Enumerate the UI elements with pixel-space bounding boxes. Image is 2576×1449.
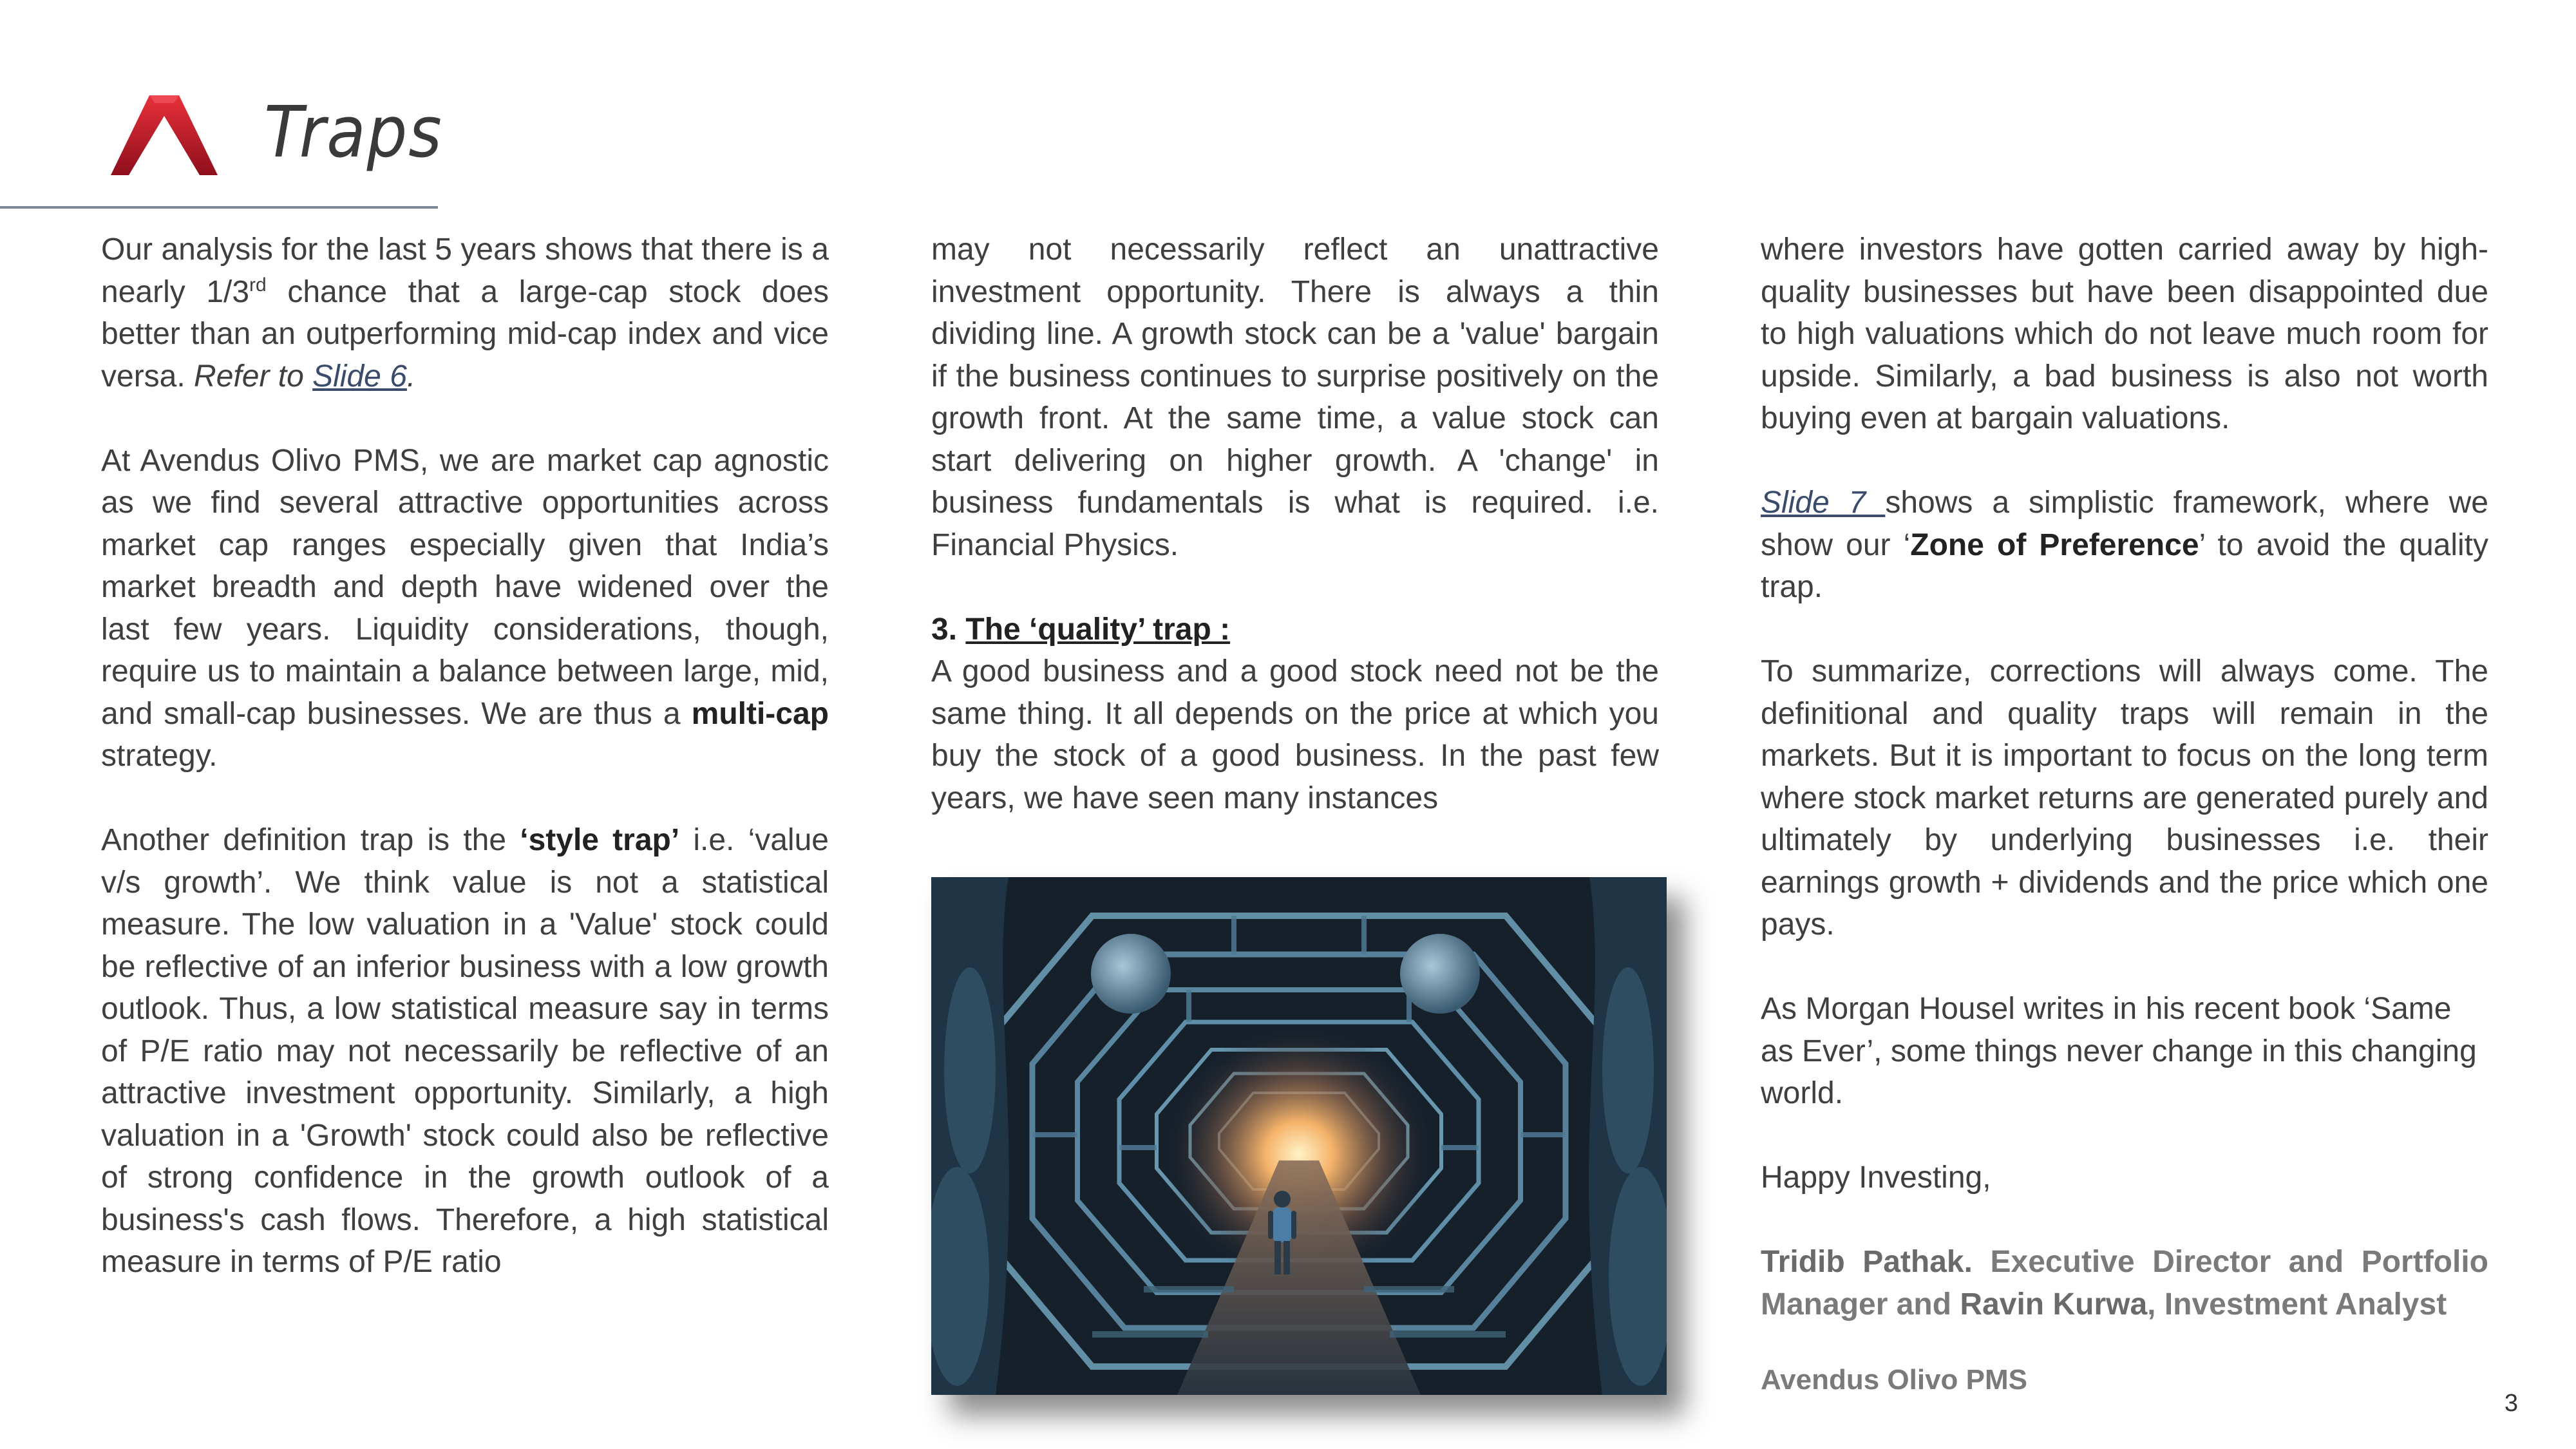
heading-number: 3. <box>931 612 966 647</box>
text: i.e. ‘value v/s growth’. We think value is not a statistical measure. The low valuation in a 'Value' stock could be reflective of an inferior business with a low growth outlook. Thus, a low statistical measure say in terms of P/E ratio may not necessarily be reflective of an attractive investment opportunity. Similarly, a high valuation in a 'Growth' stock could also be reflective of strong confidence in the growth outlook of a business's cash flows. Therefore, a high statistical measure in terms of P/E ratio <box>101 823 829 1279</box>
paragraph: may not necessarily reflect an unattractive investment opportunity. There is always a thin dividing line. A growth stock can be a 'value' bargain if the business continues to surprise positively on the growth front. At the same time, a value stock can start delivering on higher growth. A 'change' in business fundamentals is what is required. i.e. Financial Physics. <box>931 232 1659 562</box>
text: . <box>406 359 416 393</box>
refer-text: Refer to <box>194 359 313 393</box>
text: Our analysis for the last 5 years shows that there is a nearly 1/3 <box>101 232 829 309</box>
sign-off: Happy Investing, <box>1761 1160 1991 1195</box>
paragraph <box>101 440 829 777</box>
text: strategy. <box>101 739 218 773</box>
company-logo <box>109 90 219 180</box>
column-3 <box>1761 229 2488 1368</box>
section-heading <box>931 609 1659 651</box>
author-role: , Investment Analyst <box>2147 1287 2447 1321</box>
column-2 <box>931 229 1659 819</box>
author-role: Executive Director and Portfolio Manager and <box>1761 1245 2488 1321</box>
author-name: Ravin Kurwa <box>1960 1287 2148 1321</box>
author-name: Tridib Pathak. <box>1761 1245 1973 1279</box>
text: ’ to avoid the quality trap. <box>1761 527 2489 604</box>
text: shows a simplistic framework, where we show our ‘ <box>1761 486 2488 562</box>
text: Another definition trap is the <box>101 823 520 857</box>
firm-name: Avendus Olivo PMS <box>1761 1364 2028 1396</box>
bold-text: ‘style trap’ <box>520 823 680 857</box>
paragraph: where investors have gotten carried away by high-quality businesses but have been disappointed due to high valuations which do not leave much room for upside. Similarly, a bad business is also not worth buying even at bargain valuations. <box>1761 232 2488 435</box>
page-number: 3 <box>2504 1390 2518 1417</box>
page-title: Traps <box>264 91 443 173</box>
signature-block <box>1761 1241 2488 1325</box>
paragraph <box>1761 482 2488 609</box>
superscript: rd <box>249 274 267 296</box>
text: At Avendus Olivo PMS, we are market cap agnostic as we find several attractive opportunities across market cap ranges especially given that India’s market breadth and depth have widened over the last few years. Liquidity considerations, though, require us to maintain a balance between large, mid, and small-cap businesses. We are thus a <box>101 443 829 731</box>
bold-text: Zone of Preference <box>1910 527 2199 562</box>
heading-text: The ‘quality’ trap : <box>965 612 1231 647</box>
slide-7-link[interactable]: Slide 7 <box>1761 486 1886 520</box>
title-divider <box>0 206 438 209</box>
paragraph: To summarize, corrections will always come. The definitional and quality traps will remain in the markets. But it is important to focus on the long term where stock market returns are generated purely and ultimately by underlying businesses i.e. their earnings growth + dividends and the price which one pays. <box>1761 654 2488 942</box>
paragraph: As Morgan Housel writes in his recent book ‘Same as Ever’, some things never change in this changing world. <box>1761 992 2477 1110</box>
bold-text: multi-cap <box>691 696 829 731</box>
text: chance that a large-cap stock does better than an outperforming mid-cap index and vice versa. <box>101 274 829 393</box>
column-1 <box>101 229 829 1283</box>
paragraph <box>101 819 829 1283</box>
paragraph <box>101 229 829 397</box>
slide-6-link[interactable]: Slide 6 <box>312 359 407 393</box>
maze-illustration <box>931 877 1667 1395</box>
paragraph: A good business and a good stock need not be the same thing. It all depends on the price at which you buy the stock of a good business. In the past few years, we have seen many instances <box>931 654 1659 815</box>
